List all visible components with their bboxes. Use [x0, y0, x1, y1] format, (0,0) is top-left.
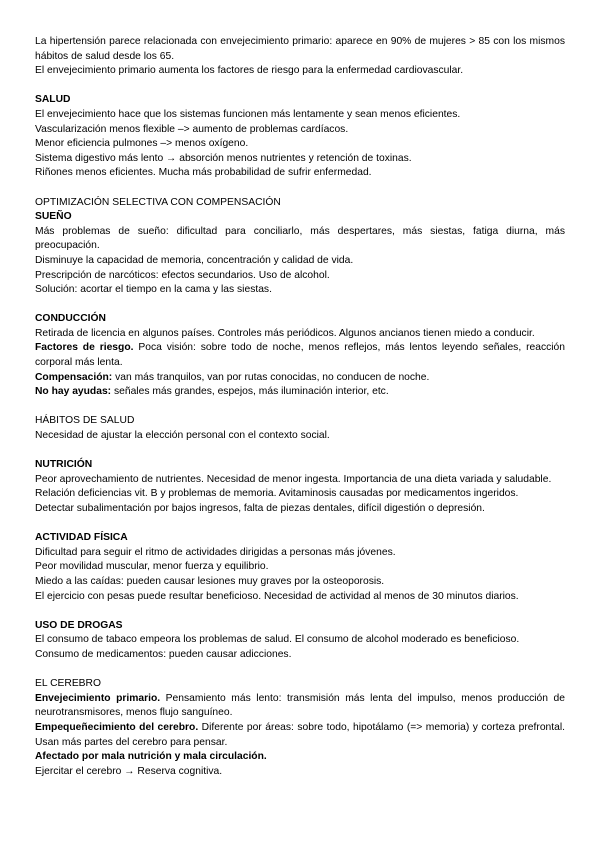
nutricion-line-2: Relación deficiencias vit. B y problemas de memoria. Avitaminosis causadas por medicamentos ingeridos. — [35, 488, 519, 500]
actividad-line-4: El ejercicio con pesas puede resultar beneficioso. Necesidad de actividad al menos de 30 minutos diarios. — [35, 590, 519, 602]
compensacion-label: Compensación: — [35, 371, 113, 383]
salud-line-5: Riñones menos eficientes. Mucha más probabilidad de sufrir enfermedad. — [35, 167, 372, 179]
section-title-optimizacion: OPTIMIZACIÓN SELECTIVA CON COMPENSACIÓN — [35, 196, 281, 208]
actividad-line-3: Miedo a las caídas: pueden causar lesiones muy graves por la osteoporosis. — [35, 575, 385, 587]
section-title-nutricion: NUTRICIÓN — [35, 459, 93, 471]
afectado-label: Afectado por mala nutrición y mala circulación. — [35, 751, 267, 763]
section-title-salud: SALUD — [35, 94, 71, 106]
nutricion-line-3: Detectar subalimentación por bajos ingresos, falta de piezas dentales, difícil digestión o depresión. — [35, 503, 485, 514]
section-title-drogas: USO DE DROGAS — [35, 619, 123, 631]
salud-line-3: Menor eficiencia pulmones –> menos oxígeno. — [35, 138, 249, 150]
compensacion-text: van más tranquilos, van por rutas conocidas, no conducen de noche. — [112, 371, 430, 383]
salud-line-2: Vascularización menos flexible –> aumento de problemas cardíacos. — [35, 123, 349, 135]
cerebro-envejecimiento — [35, 692, 565, 721]
cerebro-empequenecimiento — [35, 721, 565, 750]
drogas-line-1: El consumo de tabaco empeora los problemas de salud. El consumo de alcohol moderado es beneficioso. — [35, 634, 520, 646]
envejecimiento-label: Envejecimiento primario. — [35, 692, 161, 704]
section-title-habitos: HÁBITOS DE SALUD — [35, 415, 135, 427]
sueno-line-3: Prescripción de narcóticos: efectos secundarios. Uso de alcohol. — [35, 269, 330, 281]
empequenecimiento-text: Diferente por áreas: sobre todo, hipotálamo (=> memoria) y corteza prefrontal. Usan más partes del cerebro para pensar. — [35, 721, 566, 748]
nutricion-line-1: Peor aprovechamiento de nutrientes. Necesidad de menor ingesta. Importancia de una dieta variada y saludable. — [35, 473, 552, 485]
envejecimiento-text: Pensamiento más lento: transmisión más lenta del impulso, menos producción de neurotransmisores, menos flujo sanguíneo. — [35, 692, 565, 719]
cerebro-afectado — [35, 750, 565, 765]
intro-paragraph-1: La hipertensión parece relacionada con envejecimiento primario: aparece en 90% de mujeres > 85 con los mismos hábitos de salud desde los 65. — [35, 36, 565, 62]
sueno-line-2: Disminuye la capacidad de memoria, concentración y calidad de vida. — [35, 254, 354, 266]
factores-text: Poca visión: sobre todo de noche, menos reflejos, más lentos leyendo señales, reacción corporal más lenta. — [35, 342, 565, 369]
actividad-line-2: Peor movilidad muscular, menor fuerza y equilibrio. — [35, 561, 269, 573]
section-title-sueno: SUEÑO — [35, 211, 72, 223]
ayudas-label: No hay ayudas: — [35, 386, 112, 398]
section-title-cerebro: EL CEREBRO — [35, 678, 101, 690]
section-title-conduccion: CONDUCCIÓN — [35, 313, 106, 325]
ayudas-text: señales más grandes, espejos, más iluminación interior, etc. — [111, 386, 389, 398]
empequenecimiento-label: Empequeñecimiento del cerebro. — [35, 721, 199, 733]
intro-paragraph-2: El envejecimiento primario aumenta los factores de riesgo para la enfermedad cardiovascular. — [35, 65, 464, 77]
conduccion-ayudas — [35, 385, 565, 400]
cerebro-ejercitar: Ejercitar el cerebro → Reserva cognitiva. — [35, 765, 223, 777]
document-page — [35, 35, 565, 779]
habitos-line-1: Necesidad de ajustar la elección personal con el contexto social. — [35, 430, 330, 442]
salud-line-1: El envejecimiento hace que los sistemas funcionen más lentamente y sean menos eficientes. — [35, 108, 461, 120]
drogas-line-2: Consumo de medicamentos: pueden causar adicciones. — [35, 648, 292, 660]
sueno-line-4: Solución: acortar el tiempo en la cama y las siestas. — [35, 284, 272, 296]
sueno-line-1: Más problemas de sueño: dificultad para conciliarlo, más despertares, más siestas, fatiga diurna, más preocupación. — [35, 225, 565, 252]
section-title-actividad: ACTIVIDAD FÍSICA — [35, 532, 128, 544]
actividad-line-1: Dificultad para seguir el ritmo de actividades dirigidas a personas más jóvenes. — [35, 546, 396, 558]
conduccion-line-1: Retirada de licencia en algunos países. Controles más periódicos. Algunos ancianos tienen miedo a conducir. — [35, 327, 535, 339]
salud-line-4: Sistema digestivo más lento → absorción menos nutrientes y retención de toxinas. — [35, 152, 412, 164]
conduccion-compensacion — [35, 371, 565, 386]
factores-label: Factores de riesgo. — [35, 342, 134, 354]
conduccion-factores — [35, 341, 565, 370]
